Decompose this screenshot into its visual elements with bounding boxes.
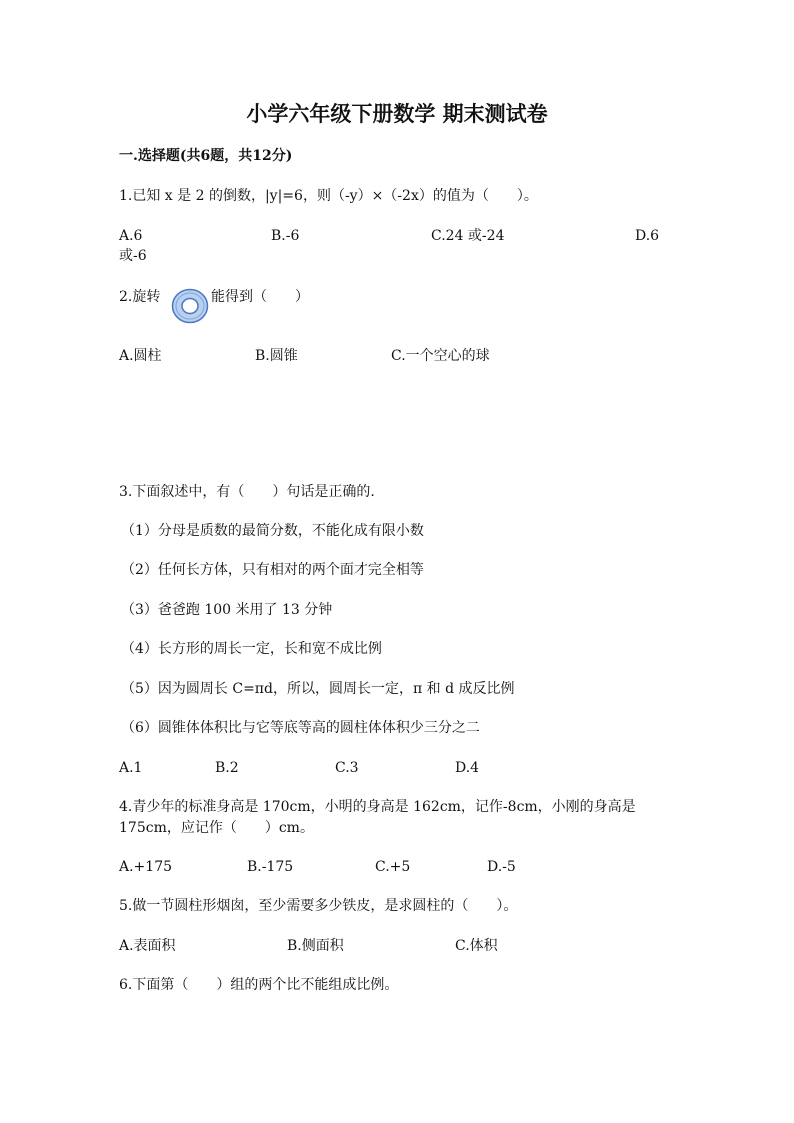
question-3-statement-5: （5）因为圆周长 C=πd，所以，圆周长一定，π 和 d 成反比例 — [121, 681, 515, 697]
question-2-option-b[interactable]: B.圆锥 — [255, 348, 298, 364]
question-1-option-a[interactable]: A.6 — [119, 228, 143, 244]
question-4-option-b[interactable]: B.-175 — [247, 859, 294, 875]
question-3-statement-2: （2）任何长方体，只有相对的两个面才完全相等 — [121, 562, 424, 578]
question-1-stem: 1.已知 x 是 2 的倒数，|y|=6，则（-y）×（-2x）的值为（ ）。 — [119, 188, 538, 204]
question-3-statement-4: （4）长方形的周长一定，长和宽不成比例 — [121, 641, 382, 657]
question-5-option-a[interactable]: A.表面积 — [119, 938, 176, 954]
question-4-stem-line-2: 175cm，应记作（ ）cm。 — [119, 820, 314, 836]
page-title: 小学六年级下册数学 期末测试卷 — [246, 101, 548, 126]
question-3-statement-6: （6）圆锥体体积比与它等底等高的圆柱体体积少三分之二 — [121, 720, 480, 736]
question-1-option-d-wrap: 或-6 — [119, 248, 147, 264]
section-heading: 一.选择题(共6题，共12分) — [119, 148, 293, 164]
question-3-option-c[interactable]: C.3 — [335, 760, 359, 776]
question-5-option-b[interactable]: B.侧面积 — [287, 938, 344, 954]
question-1-option-d[interactable]: D.6 — [635, 228, 660, 244]
question-2-stem-after: 能得到（ ） — [211, 289, 309, 305]
question-3-option-b[interactable]: B.2 — [215, 760, 239, 776]
question-1-option-c[interactable]: C.24 或-24 — [431, 228, 505, 244]
question-3-option-a[interactable]: A.1 — [119, 760, 143, 776]
question-2-option-c[interactable]: C.一个空心的球 — [391, 348, 490, 364]
question-4-stem-line-1: 4.青少年的标准身高是 170cm，小明的身高是 162cm，记作-8cm，小刚的身高是 — [119, 799, 636, 815]
question-2-option-a[interactable]: A.圆柱 — [119, 348, 162, 364]
question-1-option-b[interactable]: B.-6 — [271, 228, 300, 244]
question-4-option-c[interactable]: C.+5 — [375, 859, 411, 875]
question-3-statement-3: （3）爸爸跑 100 米用了 13 分钟 — [121, 602, 333, 618]
question-6-stem: 6.下面第（ ）组的两个比不能组成比例。 — [119, 977, 399, 993]
question-5-stem: 5.做一节圆柱形烟囱，至少需要多少铁皮，是求圆柱的（ ）。 — [119, 898, 518, 914]
question-3-statement-1: （1）分母是质数的最简分数，不能化成有限小数 — [121, 523, 424, 539]
question-2-stem-before: 2.旋转 — [119, 289, 161, 305]
question-5-option-c[interactable]: C.体积 — [455, 938, 498, 954]
question-3-option-d[interactable]: D.4 — [455, 760, 480, 776]
question-4-option-d[interactable]: D.-5 — [487, 859, 516, 875]
question-4-option-a[interactable]: A.+175 — [119, 859, 173, 875]
ring-icon — [171, 288, 209, 324]
question-3-stem: 3.下面叙述中，有（ ）句话是正确的. — [119, 484, 375, 500]
